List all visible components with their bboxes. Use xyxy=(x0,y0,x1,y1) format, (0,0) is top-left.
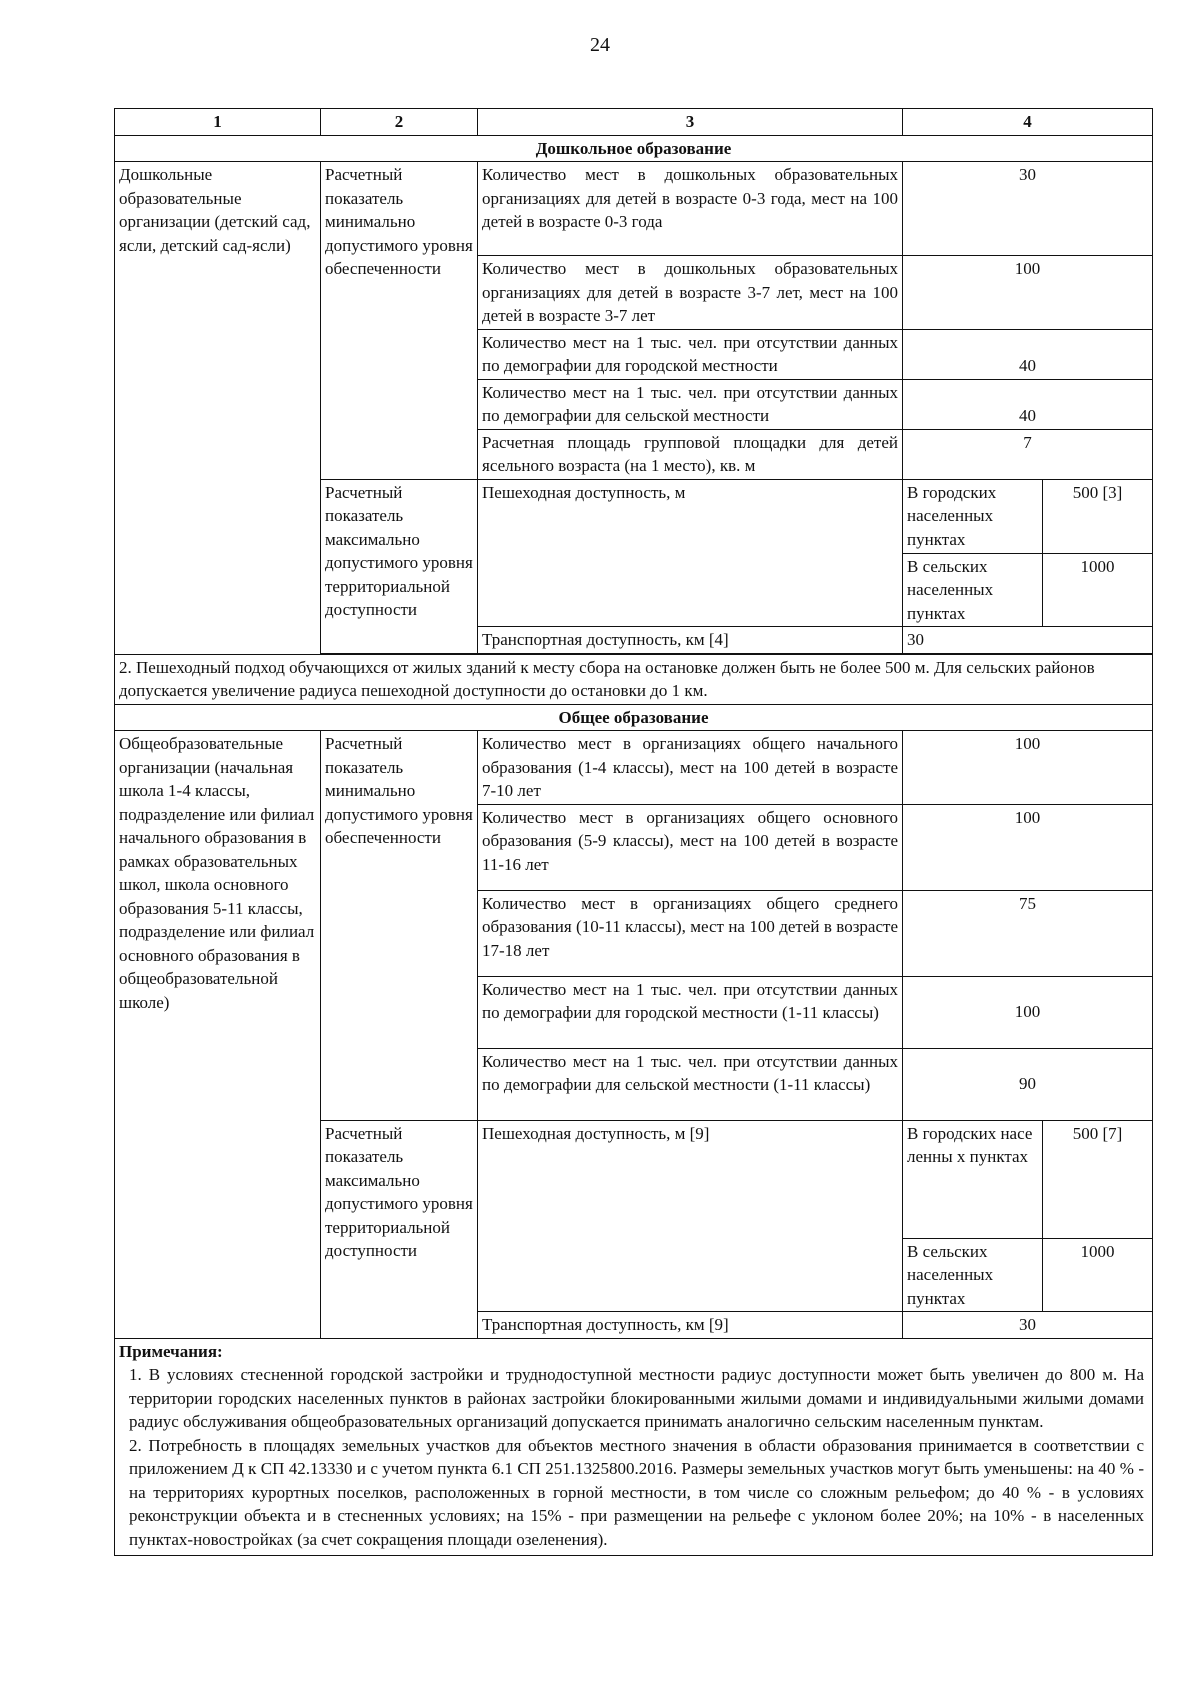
walk-urban-value: 500 [3] xyxy=(1043,479,1153,553)
indicator-value: 75 xyxy=(903,890,1153,976)
indicator-value: 100 xyxy=(903,804,1153,890)
column-header-4: 4 xyxy=(903,109,1153,136)
indicator-text: Количество мест в организациях общего среднего образования (10-11 классы), мест на 100 детей в возрасте 17-18 лет xyxy=(478,890,903,976)
indicator-min-cell: Расчетный показатель минимально допустимого уровня обеспеченности xyxy=(321,162,478,480)
column-header-1: 1 xyxy=(115,109,321,136)
table-row xyxy=(115,731,1153,805)
indicator-text: Количество мест в организациях общего начального образования (1-4 классы), мест на 100 детей в возрасте 7-10 лет xyxy=(478,731,903,805)
walk-rural-label: В сельских населенных пунктах xyxy=(903,1238,1043,1312)
indicator-text: Количество мест на 1 тыс. чел. при отсутствии данных по демографии для сельской местности (1-11 классы) xyxy=(478,1048,903,1120)
indicator-text: Количество мест в дошкольных образовательных организациях для детей в возрасте 3-7 лет, мест на 100 детей в возрасте 3-7 лет xyxy=(478,256,903,330)
transport-access-value: 30 xyxy=(903,1312,1153,1339)
transport-access-cell: Транспортная доступность, км [9] xyxy=(478,1312,903,1339)
indicator-value: 40 xyxy=(903,379,1153,429)
walk-rural-value: 1000 xyxy=(1043,1238,1153,1312)
indicator-text: Количество мест в дошкольных образовательных организациях для детей в возрасте 0-3 года, мест на 100 детей в возрасте 0-3 года xyxy=(478,162,903,256)
indicator-value: 30 xyxy=(903,162,1153,256)
column-header-2: 2 xyxy=(321,109,478,136)
indicator-value: 7 xyxy=(903,429,1153,479)
walk-access-cell: Пешеходная доступность, м [9] xyxy=(478,1120,903,1312)
walk-access-cell: Пешеходная доступность, м xyxy=(478,479,903,627)
indicator-text: Количество мест в организациях общего основного образования (5-9 классы), мест на 100 детей в возрасте 11-16 лет xyxy=(478,804,903,890)
preschool-note-row xyxy=(115,654,1153,704)
preschool-note: 2. Пешеходный подход обучающихся от жилых зданий к месту сбора на остановке должен быть не более 500 м. Для сельских районов допускается увеличение радиуса пешеходной доступности до остановки до 1 км. xyxy=(115,654,1153,704)
indicator-text: Количество мест на 1 тыс. чел. при отсутствии данных по демографии для городской местности xyxy=(478,329,903,379)
section-general xyxy=(115,704,1153,731)
indicator-value: 100 xyxy=(903,976,1153,1048)
section-preschool xyxy=(115,135,1153,162)
indicator-value: 90 xyxy=(903,1048,1153,1120)
standards-table xyxy=(114,108,1153,1556)
notes-title: Примечания: xyxy=(119,1341,223,1361)
note-item: 2. Потребность в площадях земельных участков для объектов местного значения в области образования принимается в соответствии с приложением Д к СП 42.13330 и с учетом пункта 6.1 СП 251.1325800.2016. Размеры земельных участков могут быть уменьшены: на 40 % - на территориях курортных поселков, расположенных в горной местности, в том числе со сложным рельефом; до 40 % - в условиях реконструкции объекта и в стесненных условиях; на 15% - при размещении на рельефе с уклоном более 20%; на 10% - в населенных пунктах-новостройках (за счет сокращения площади озеленения). xyxy=(129,1435,1144,1549)
indicator-value: 100 xyxy=(903,731,1153,805)
section-title: Дошкольное образование xyxy=(115,135,1153,162)
walk-urban-label: В городских населенны х пунктах xyxy=(903,1120,1043,1238)
column-header-row xyxy=(115,109,1153,136)
indicator-max-cell: Расчетный показатель максимально допустимого уровня территориальной доступности xyxy=(321,479,478,653)
walk-rural-value: 1000 xyxy=(1043,553,1153,627)
indicator-max-cell: Расчетный показатель максимально допустимого уровня территориальной доступности xyxy=(321,1120,478,1338)
column-header-3: 3 xyxy=(478,109,903,136)
indicator-text: Количество мест на 1 тыс. чел. при отсутствии данных по демографии для сельской местности xyxy=(478,379,903,429)
walk-urban-value: 500 [7] xyxy=(1043,1120,1153,1238)
notes-row xyxy=(115,1338,1153,1556)
indicator-value: 40 xyxy=(903,329,1153,379)
indicator-value: 100 xyxy=(903,256,1153,330)
page-number: 24 xyxy=(590,34,610,56)
indicator-text: Расчетная площадь групповой площадки для детей ясельного возраста (на 1 место), кв. м xyxy=(478,429,903,479)
walk-rural-label: В сельских населенных пунктах xyxy=(903,553,1043,627)
indicator-text: Количество мест на 1 тыс. чел. при отсутствии данных по демографии для городской местности (1-11 классы) xyxy=(478,976,903,1048)
section-title: Общее образование xyxy=(115,704,1153,731)
transport-access-value: 30 xyxy=(903,627,1153,654)
note-item: 1. В условиях стесненной городской застройки и труднодоступной местности радиус доступности может быть увеличен до 800 м. На территории городских населенных пунктов в районах застройки блокированными жилыми домами и индивидуальными жилыми домами радиус обслуживания общеобразовательных организаций допускается принимать аналогично сельским населенным пунктам. xyxy=(129,1365,1144,1431)
object-cell: Общеобразовательные организации (начальная школа 1-4 классы, подразделение или филиал начального образования в рамках образовательных школ, школа основного образования 5-11 классы, подразделение или филиал основного образования в общеобразовательной школе) xyxy=(115,731,321,1339)
object-cell: Дошкольные образовательные организации (детский сад, ясли, детский сад-ясли) xyxy=(115,162,321,655)
walk-urban-label: В городских населенных пунктах xyxy=(903,479,1043,553)
indicator-min-cell: Расчетный показатель минимально допустимого уровня обеспеченности xyxy=(321,731,478,1121)
transport-access-cell: Транспортная доступность, км [4] xyxy=(478,627,903,654)
table-row xyxy=(115,162,1153,256)
